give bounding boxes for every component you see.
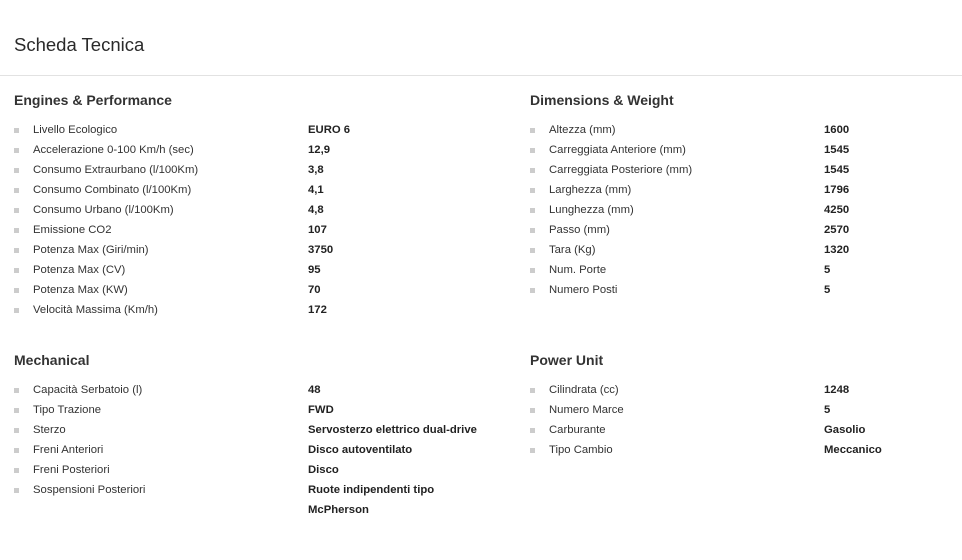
square-bullet-icon [14, 408, 19, 413]
square-bullet-icon [530, 288, 535, 293]
spec-label: Tara (Kg) [549, 244, 596, 256]
spec-label: Tipo Cambio [549, 444, 613, 456]
spec-value: 1320 [824, 244, 850, 256]
spec-label: Numero Marce [549, 404, 624, 416]
square-bullet-icon [14, 188, 19, 193]
square-bullet-icon [530, 168, 535, 173]
square-bullet-icon [530, 208, 535, 213]
spec-row [14, 380, 484, 400]
spec-label: Velocità Massima (Km/h) [33, 304, 158, 316]
spec-value: 2570 [824, 224, 850, 236]
spec-label: Potenza Max (KW) [33, 284, 128, 296]
spec-value: 1545 [824, 144, 850, 156]
square-bullet-icon [530, 188, 535, 193]
spec-label: Cilindrata (cc) [549, 384, 619, 396]
spec-value: Gasolio [824, 424, 866, 436]
spec-row [14, 460, 484, 480]
spec-label: Num. Porte [549, 264, 607, 276]
spec-value: 4,8 [308, 204, 324, 216]
spec-label: Numero Posti [549, 284, 618, 296]
spec-row [14, 420, 484, 440]
spec-label: Consumo Combinato (l/100Km) [33, 184, 192, 196]
spec-value: 1600 [824, 124, 850, 136]
spec-label: Carburante [549, 424, 606, 436]
spec-value: 12,9 [308, 144, 330, 156]
spec-value: 3,8 [308, 164, 324, 176]
square-bullet-icon [530, 148, 535, 153]
spec-row [14, 160, 484, 180]
spec-value: Disco autoventilato [308, 444, 413, 456]
spec-value: 4250 [824, 204, 850, 216]
spec-value: 70 [308, 284, 321, 296]
spec-label: Altezza (mm) [549, 124, 616, 136]
square-bullet-icon [530, 248, 535, 253]
square-bullet-icon [14, 288, 19, 293]
square-bullet-icon [14, 148, 19, 153]
spec-label: Larghezza (mm) [549, 184, 632, 196]
spec-label: Consumo Urbano (l/100Km) [33, 204, 174, 216]
spec-list [14, 120, 484, 320]
spec-row [14, 180, 484, 200]
square-bullet-icon [14, 208, 19, 213]
spec-value: 107 [308, 224, 327, 236]
square-bullet-icon [530, 388, 535, 393]
spec-row [530, 260, 962, 280]
spec-row [530, 440, 962, 460]
square-bullet-icon [14, 428, 19, 433]
spec-label: Emissione CO2 [33, 224, 112, 236]
spec-row [14, 400, 484, 420]
section-dimensions-weight [530, 90, 962, 300]
spec-value: 5 [824, 404, 831, 416]
spec-label: Capacità Serbatoio (l) [33, 384, 143, 396]
spec-label: Carreggiata Posteriore (mm) [549, 164, 693, 176]
square-bullet-icon [14, 228, 19, 233]
spec-value: EURO 6 [308, 124, 351, 136]
spec-label: Carreggiata Anteriore (mm) [549, 144, 686, 156]
spec-row [530, 240, 962, 260]
spec-value: 5 [824, 264, 831, 276]
square-bullet-icon [530, 428, 535, 433]
spec-label: Freni Posteriori [33, 464, 110, 476]
spec-row [14, 240, 484, 260]
spec-row [530, 180, 962, 200]
square-bullet-icon [14, 168, 19, 173]
spec-list [14, 380, 484, 520]
section-title: Dimensions & Weight [530, 92, 674, 108]
section-power-unit [530, 350, 962, 460]
spec-label: Sospensioni Posteriori [33, 484, 146, 496]
spec-row [14, 120, 484, 140]
square-bullet-icon [14, 488, 19, 493]
page-header [0, 0, 962, 76]
square-bullet-icon [14, 128, 19, 133]
spec-label: Passo (mm) [549, 224, 610, 236]
spec-value: 5 [824, 284, 831, 296]
square-bullet-icon [530, 408, 535, 413]
square-bullet-icon [14, 248, 19, 253]
spec-row [14, 300, 484, 320]
square-bullet-icon [14, 268, 19, 273]
page-title: Scheda Tecnica [14, 34, 145, 55]
section-title: Mechanical [14, 352, 90, 368]
square-bullet-icon [530, 128, 535, 133]
spec-row [530, 420, 962, 440]
spec-row [530, 380, 962, 400]
spec-label: Lunghezza (mm) [549, 204, 634, 216]
square-bullet-icon [14, 308, 19, 313]
spec-row [530, 280, 962, 300]
section-mechanical [14, 350, 484, 520]
spec-row [14, 280, 484, 300]
spec-value: 48 [308, 384, 321, 396]
spec-label: Potenza Max (CV) [33, 264, 126, 276]
spec-row [14, 220, 484, 240]
spec-value: Servosterzo elettrico dual-drive [308, 424, 477, 436]
spec-value: Meccanico [824, 444, 882, 456]
square-bullet-icon [530, 268, 535, 273]
spec-row [14, 200, 484, 220]
spec-row [530, 200, 962, 220]
spec-row [530, 120, 962, 140]
section-title: Engines & Performance [14, 92, 172, 108]
spec-label: Accelerazione 0-100 Km/h (sec) [33, 144, 194, 156]
spec-row [14, 480, 484, 520]
spec-row [530, 140, 962, 160]
square-bullet-icon [14, 448, 19, 453]
spec-row [530, 220, 962, 240]
square-bullet-icon [530, 448, 535, 453]
square-bullet-icon [14, 468, 19, 473]
spec-list [530, 380, 962, 460]
spec-value: 172 [308, 304, 327, 316]
spec-value: 4,1 [308, 184, 324, 196]
spec-value: 1248 [824, 384, 850, 396]
section-engines-performance [14, 90, 484, 320]
spec-value: 1545 [824, 164, 850, 176]
spec-value: 1796 [824, 184, 850, 196]
spec-value: Ruote indipendenti tipo McPherson [308, 484, 435, 516]
spec-value: 3750 [308, 244, 334, 256]
spec-row [14, 260, 484, 280]
spec-row [530, 400, 962, 420]
spec-row [14, 140, 484, 160]
spec-label: Freni Anteriori [33, 444, 104, 456]
spec-label: Potenza Max (Giri/min) [33, 244, 149, 256]
spec-list [530, 120, 962, 300]
spec-label: Tipo Trazione [33, 404, 102, 416]
spec-value: FWD [308, 404, 334, 416]
spec-row [530, 160, 962, 180]
spec-row [14, 440, 484, 460]
square-bullet-icon [14, 388, 19, 393]
spec-label: Livello Ecologico [33, 124, 118, 136]
section-title: Power Unit [530, 352, 604, 368]
spec-label: Consumo Extraurbano (l/100Km) [33, 164, 199, 176]
spec-label: Sterzo [33, 424, 66, 436]
square-bullet-icon [530, 228, 535, 233]
spec-value: Disco [308, 464, 339, 476]
spec-value: 95 [308, 264, 321, 276]
